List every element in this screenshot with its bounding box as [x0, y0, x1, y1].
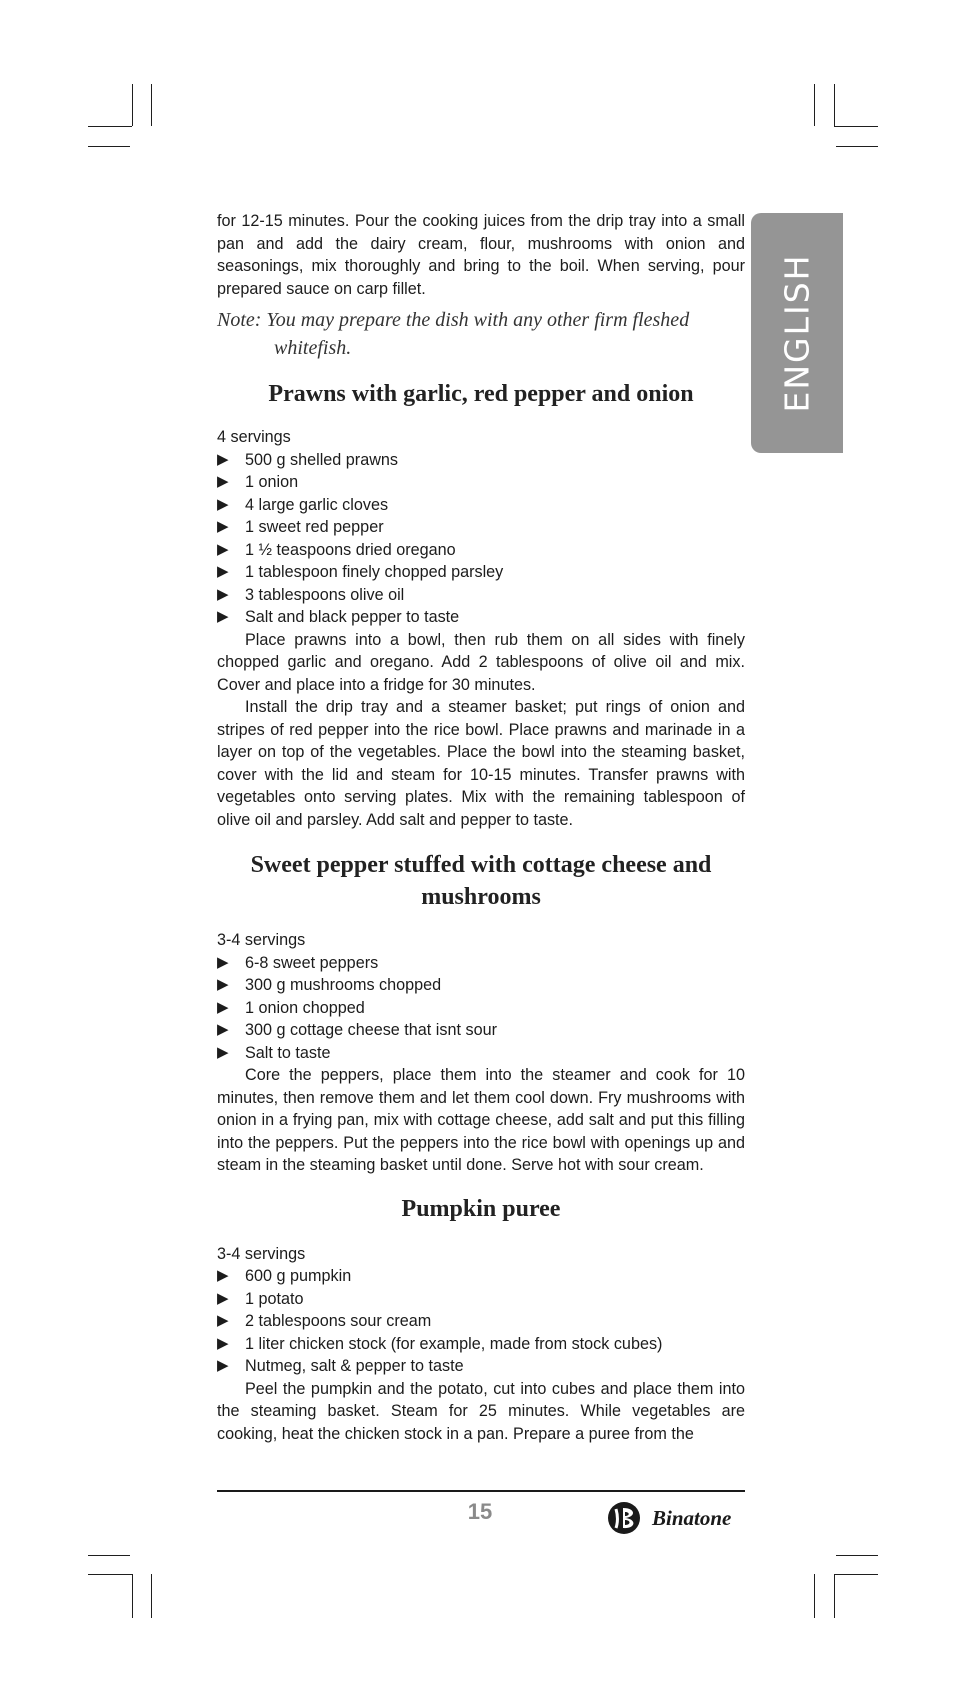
ingredient-item [217, 1355, 745, 1378]
bullet-icon: ▶ [217, 585, 229, 603]
ingredient-item [217, 606, 745, 629]
ingredient-item [217, 952, 745, 975]
bullet-icon: ▶ [217, 1043, 229, 1061]
ingredient-item [217, 1042, 745, 1065]
ingredient-text: 1 potato [245, 1289, 304, 1308]
intro-paragraph: for 12-15 minutes. Pour the cooking juices from the drip tray into a small pan and add the dairy cream, flour, mushrooms with onion and seasonings, mix thoroughly and bring to the boil. When serving, pour prepared sauce on carp fillet. [217, 212, 745, 298]
bullet-icon: ▶ [217, 563, 229, 580]
crop-mark [88, 1574, 132, 1575]
binatone-logo-icon [606, 1500, 650, 1536]
ingredient-text: 1 ½ teaspoons dried oregano [245, 540, 456, 559]
ingredient-list [217, 1265, 745, 1378]
ingredient-list [217, 952, 745, 1065]
ingredient-item [217, 1019, 745, 1042]
ingredient-text: 500 g shelled prawns [245, 450, 398, 469]
instruction-paragraph: Place prawns into a bowl, then rub them on all sides with finely chopped garlic and oregano. Add 2 tablespoons of olive oil and mix. Cover and place into a fridge for 30 minutes. [217, 630, 745, 694]
ingredient-text: Salt to taste [245, 1043, 331, 1062]
ingredient-text: 600 g pumpkin [245, 1267, 352, 1285]
page-number: 15 [467, 1499, 493, 1524]
recipe-title: Sweet pepper stuffed with cottage cheese and mushrooms [250, 852, 712, 910]
ingredient-text: 1 onion chopped [245, 998, 365, 1017]
ingredient-text: 300 g cottage cheese that isnt sour [245, 1021, 497, 1039]
ingredient-text: 3 tablespoons olive oil [245, 585, 405, 604]
recipe-title: Prawns with garlic, red pepper and onion [268, 381, 694, 407]
ingredient-item [217, 1265, 745, 1288]
ingredient-item [217, 584, 745, 607]
ingredient-text: 2 tablespoons sour cream [245, 1312, 432, 1330]
crop-mark [88, 126, 132, 127]
ingredient-text: Nutmeg, salt & pepper to taste [245, 1357, 464, 1375]
bullet-icon: ▶ [217, 1289, 229, 1307]
ingredient-item [217, 516, 745, 539]
crop-mark [836, 146, 878, 147]
bullet-icon: ▶ [217, 1267, 229, 1284]
bullet-icon: ▶ [217, 1312, 229, 1329]
bullet-icon: ▶ [217, 1021, 229, 1038]
bullet-icon: ▶ [217, 540, 229, 558]
instruction-paragraph: Peel the pumpkin and the potato, cut into cubes and place them into the steaming basket. Steam for 25 minutes. While vegetables are cooking, heat the chicken stock in a pan. Prepare a puree from the [217, 1379, 745, 1443]
ingredient-item [217, 539, 745, 562]
crop-mark [834, 1574, 835, 1618]
ingredient-text: 1 sweet red pepper [245, 518, 384, 536]
ingredient-text: 6-8 sweet peppers [245, 953, 379, 972]
crop-mark [814, 1574, 815, 1618]
crop-mark [814, 84, 815, 126]
ingredient-item [217, 997, 745, 1020]
footer-rule [217, 1490, 745, 1492]
page-content [217, 210, 745, 1445]
bullet-icon: ▶ [217, 1357, 229, 1374]
ingredient-text: 1 onion [245, 473, 299, 491]
crop-mark [88, 146, 130, 147]
brand-name: Binatone [652, 1505, 732, 1530]
servings: 3-4 servings [217, 1244, 306, 1263]
ingredient-list [217, 449, 745, 629]
ingredient-text: 4 large garlic cloves [245, 495, 389, 514]
language-tab [751, 213, 843, 453]
ingredient-text: 1 liter chicken stock (for example, made from stock cubes) [245, 1334, 663, 1353]
ingredient-text: 300 g mushrooms chopped [245, 976, 442, 994]
ingredient-item [217, 494, 745, 517]
instruction-paragraph: Install the drip tray and a steamer basket; put rings of onion and stripes of red pepper into the rice bowl. Place prawns and marinade in a layer on top of the vegetables. Place the bowl into the steaming basket, cover with the lid and steam for 10-15 minutes. Transfer prawns with vegetables onto serving plates. Mix with the remaining tablespoon of olive oil and parsley. Add salt and pepper to taste. [217, 698, 745, 829]
bullet-icon: ▶ [217, 518, 229, 535]
ingredient-item [217, 974, 745, 997]
language-tab-label: ENGLISH [777, 253, 817, 413]
crop-mark [151, 1574, 152, 1618]
ingredient-text: 1 tablespoon finely chopped parsley [245, 563, 504, 581]
crop-mark [836, 1555, 878, 1556]
bullet-icon: ▶ [217, 495, 229, 513]
crop-mark [88, 1555, 130, 1556]
bullet-icon: ▶ [217, 450, 229, 468]
brand-logo [606, 1498, 731, 1538]
crop-mark [151, 84, 152, 126]
note: Note: You may prepare the dish with any other firm fleshed whitefish. [217, 309, 690, 359]
servings: 4 servings [217, 428, 291, 446]
ingredient-item [217, 1288, 745, 1311]
bullet-icon: ▶ [217, 608, 229, 625]
crop-mark [132, 84, 133, 126]
ingredient-item [217, 1310, 745, 1333]
ingredient-item [217, 471, 745, 494]
ingredient-item [217, 1333, 745, 1356]
bullet-icon: ▶ [217, 976, 229, 993]
crop-mark [834, 126, 878, 127]
bullet-icon: ▶ [217, 953, 229, 971]
crop-mark [834, 84, 835, 126]
ingredient-item [217, 449, 745, 472]
crop-mark [132, 1574, 133, 1618]
bullet-icon: ▶ [217, 473, 229, 490]
ingredient-text: Salt and black pepper to taste [245, 608, 460, 626]
bullet-icon: ▶ [217, 1334, 229, 1352]
crop-mark [834, 1574, 878, 1575]
recipe-title: Pumpkin puree [401, 1195, 561, 1222]
bullet-icon: ▶ [217, 998, 229, 1016]
instruction-paragraph: Core the peppers, place them into the steamer and cook for 10 minutes, then remove them and let them cool down. Fry mushrooms with onion in a frying pan, mix with cottage cheese, add salt and put this filling into the peppers. Put the peppers into the rice bowl with openings up and steam in the steaming basket until done. Serve hot with sour cream. [217, 1066, 745, 1174]
ingredient-item [217, 561, 745, 584]
servings: 3-4 servings [217, 931, 306, 949]
